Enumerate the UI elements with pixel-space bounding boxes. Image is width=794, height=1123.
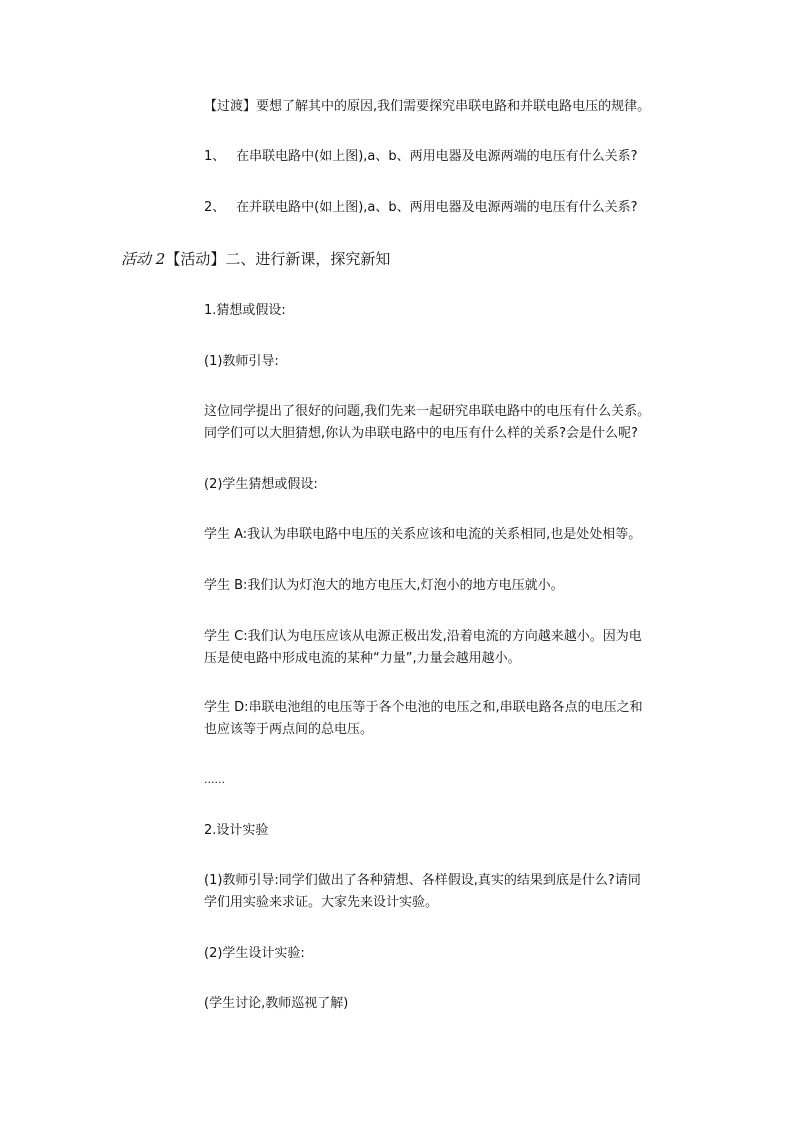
teacher-guide-1-line-1: 这位同学提出了很好的问题,我们先来一起研究串联电路中的电压有什么关系。 bbox=[204, 404, 651, 419]
activity-title: 【活动】二、进行新课，探究新知 bbox=[165, 250, 391, 268]
teacher-guide-2-line-2: 学们用实验来求证。大家先来设计实验。 bbox=[204, 895, 439, 910]
teacher-guide-2-line-1: (1)教师引导:同学们做出了各种猜想、各样假设,真实的结果到底是什么?请同 bbox=[204, 873, 641, 888]
design-heading: 2.设计实验 bbox=[204, 823, 269, 838]
student-c-line-1: 学生 C:我们认为电压应该从电源正极出发,沿着电流的方向越来越小。因为电 bbox=[204, 629, 642, 644]
teacher-guide-1-line-2: 同学们可以大胆猜想,你认为串联电路中的电压有什么样的关系?会是什么呢? bbox=[204, 426, 638, 441]
student-c-paragraph bbox=[204, 626, 684, 670]
student-guess-heading: (2)学生猜想或假设: bbox=[204, 477, 318, 492]
student-a-text: 学生 A:我认为串联电路中电压的关系应该和电流的关系相同,也是处处相等。 bbox=[204, 527, 642, 542]
transition-text: 【过渡】要想了解其中的原因,我们需要探究串联电路和并联电路电压的规律。 bbox=[204, 99, 651, 114]
question-2-text: 在并联电路中(如上图),a、b、两用电器及电源两端的电压有什么关系? bbox=[236, 200, 638, 215]
student-d-line-1: 学生 D:串联电池组的电压等于各个电池的电压之和,串联电路各点的电压之和 bbox=[204, 700, 643, 715]
student-design-heading: (2)学生设计实验: bbox=[204, 946, 305, 961]
teacher-guide-2-paragraph bbox=[204, 870, 684, 914]
question-1 bbox=[204, 146, 638, 168]
teacher-guide-1-paragraph bbox=[204, 401, 684, 445]
activity-heading bbox=[121, 248, 390, 270]
student-b-text: 学生 B:我们认为灯泡大的地方电压大,灯泡小的地方电压就小。 bbox=[204, 578, 564, 593]
guess-heading: 1.猜想或假设: bbox=[204, 303, 286, 318]
question-1-number: 1、 bbox=[204, 149, 226, 164]
teacher-guide-1-heading: (1)教师引导: bbox=[204, 354, 279, 369]
student-d-line-2: 也应该等于两点间的总电压。 bbox=[204, 722, 374, 737]
question-1-text: 在串联电路中(如上图),a、b、两用电器及电源两端的电压有什么关系? bbox=[236, 149, 638, 164]
ellipsis-text: ...... bbox=[204, 773, 225, 786]
student-d-paragraph bbox=[204, 697, 684, 741]
question-2-number: 2、 bbox=[204, 200, 226, 215]
student-c-line-2: 压是使电路中形成电流的某种“力量”,力量会越用越小。 bbox=[204, 651, 521, 666]
student-discuss-text: (学生讨论,教师巡视了解) bbox=[204, 996, 349, 1011]
activity-prefix: 活动 2 bbox=[121, 250, 166, 268]
question-2 bbox=[204, 197, 638, 219]
